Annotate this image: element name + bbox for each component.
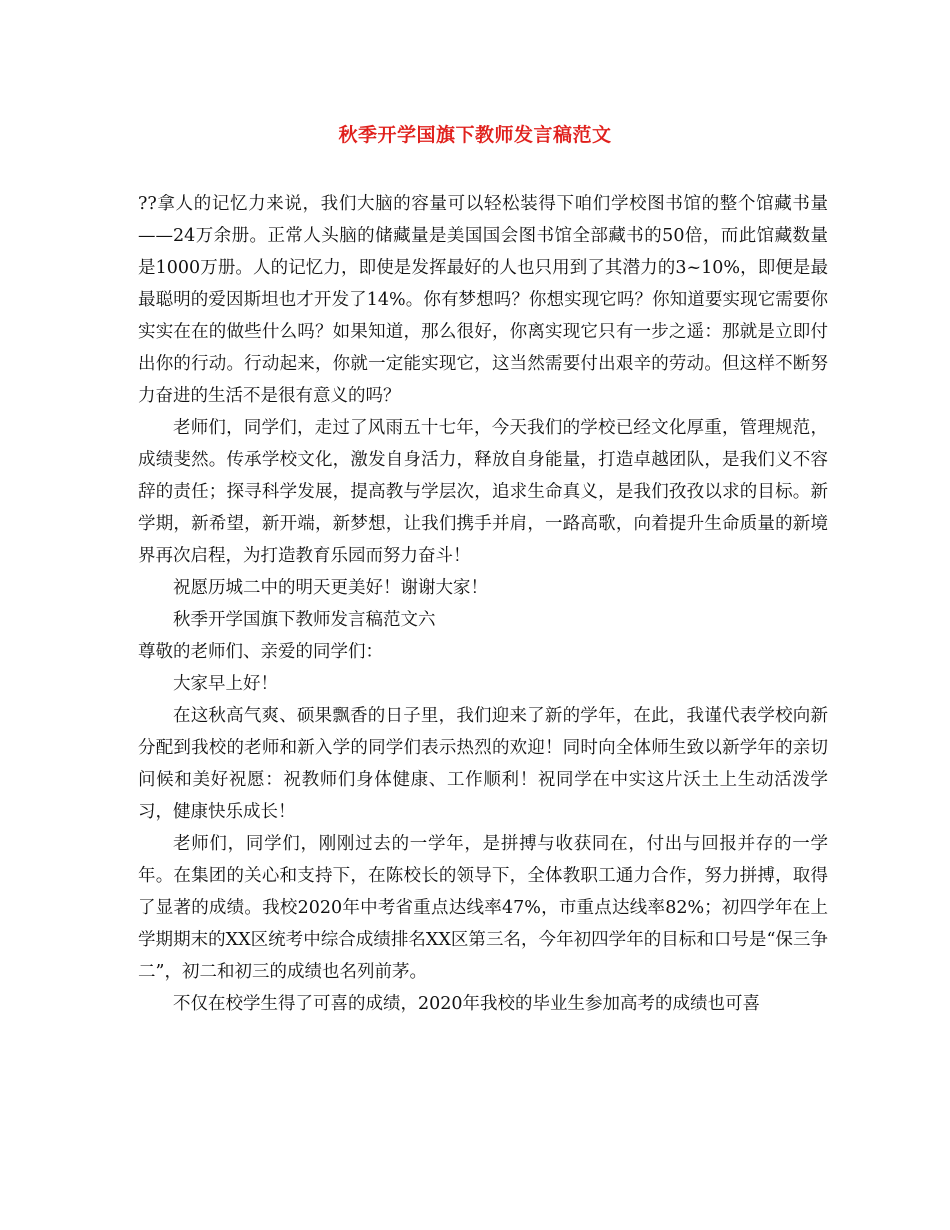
document-title: 秋季开学国旗下教师发言稿范文 [338,124,612,146]
paragraph-2: 老师们，同学们，走过了风雨五十七年，今天我们的学校已经文化厚重，管理规范，成绩斐然。传承学校文化，激发自身活力，释放自身能量，打造卓越团队，是我们义不容辞的责任；探寻科学发展，提高教与学层次，追求生命真义，是我们孜孜以求的目标。新学期，新希望，新开端，新梦想，让我们携手并肩，一路高歌，向着提升生命质量的新境界再次启程，为打造教育乐园而努力奋斗！ [138,418,828,566]
paragraph-9: 不仅在校学生得了可喜的成绩，2020年我校的毕业生参加高考的成绩也可喜 [173,994,761,1014]
paragraph-3: 祝愿历城二中的明天更美好！谢谢大家！ [173,578,488,598]
section-heading: 秋季开学国旗下教师发言稿范文六 [173,610,436,630]
salutation: 尊敬的老师们、亲爱的同学们： [138,642,383,662]
paragraph-1: ??拿人的记忆力来说，我们大脑的容量可以轻松装得下咱们学校图书馆的整个馆藏书量——24万余册。正常人头脑的储藏量是美国国会图书馆全部藏书的50倍，而此馆藏数量是1000万册。人的记忆力，即使是发挥最好的人也只用到了其潜力的3~10%，即便是最最聪明的爱因斯坦也才开发了14%。你有梦想吗？你想实现它吗？你知道要实现它需要你实实在在的做些什么吗？如果知道，那么很好，你离实现它只有一步之遥：那就是立即付出你的行动。行动起来，你就一定能实现它，这当然需要付出艰辛的劳动。但这样不断努力奋进的生活不是很有意义的吗？ [138,194,828,406]
paragraph-7: 在这秋高气爽、硕果飘香的日子里，我们迎来了新的学年，在此，我谨代表学校向新分配到我校的老师和新入学的同学们表示热烈的欢迎！同时向全体师生致以新学年的亲切问候和美好祝愿：祝教师们身体健康、工作顺利！祝同学在中实这片沃土上生动活泼学习，健康快乐成长！ [138,706,828,822]
greeting: 大家早上好！ [173,674,278,694]
document-body [138,188,828,1020]
paragraph-8: 老师们，同学们，刚刚过去的一学年，是拼搏与收获同在，付出与回报并存的一学年。在集团的关心和支持下，在陈校长的领导下，全体教职工通力合作，努力拼搏，取得了显著的成绩。我校2020年中考省重点达线率47%，市重点达线率82%；初四学年在上学期期末的XX区统考中综合成绩排名XX区第三名，今年初四学年的目标和口号是“保三争二”，初二和初三的成绩也名列前茅。 [138,834,828,982]
